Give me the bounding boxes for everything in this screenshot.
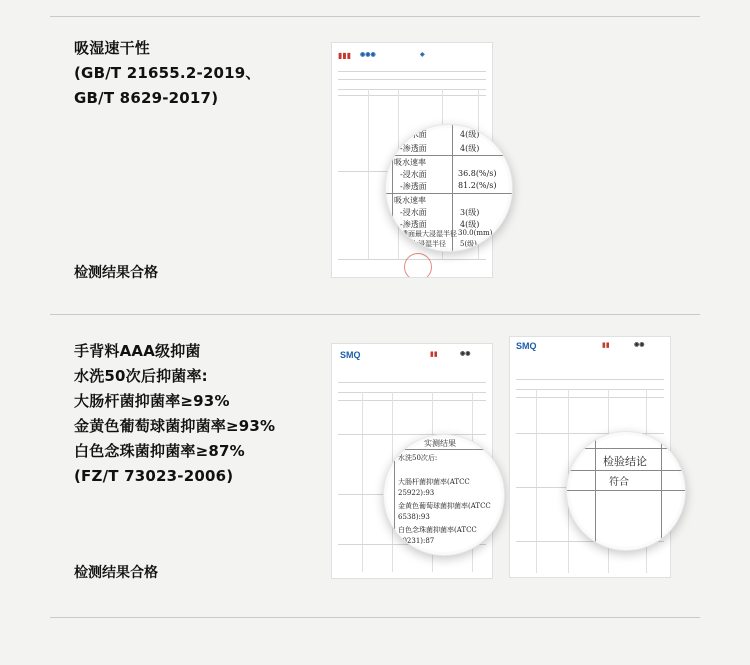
cnas-logo-a: ◉◉ xyxy=(460,351,471,357)
section1-heading-line-2: (GB/T 21655.2-2019、 xyxy=(74,64,261,82)
section1-result: 检测结果合格 xyxy=(74,265,158,281)
middle-divider xyxy=(50,314,700,315)
mag1-label-8: 渗透面最大浸湿半径 xyxy=(394,230,457,238)
mag2a-line-3: 金黄色葡萄球菌抑菌率(ATCC xyxy=(398,502,491,510)
section1-heading xyxy=(74,36,261,111)
smq-logo-b: SMQ xyxy=(516,341,537,351)
mag1-label-0: -浸水面 xyxy=(400,130,427,139)
section2-heading-line-2: 水洗50次后抑菌率: xyxy=(74,367,208,385)
mag1-label-7: -渗透面 xyxy=(400,220,427,229)
mag1-label-4: -渗透面 xyxy=(400,182,427,191)
cnas-logo: ◉◉◉ xyxy=(360,52,376,58)
section1-magnifier xyxy=(385,124,513,252)
mag1-label-2: 吸水速率 xyxy=(394,158,426,167)
section2-heading-line-1: 手背料AAA级抑菌 xyxy=(74,342,201,360)
section2-heading-line-4: 金黄色葡萄球菌抑菌率≥93% xyxy=(74,417,276,435)
mag2a-line-5: 白色念珠菌抑菌率(ATCC xyxy=(398,526,477,534)
mag2a-line-4: 6538):93 xyxy=(398,513,430,521)
mag1-label-3: -浸水面 xyxy=(400,170,427,179)
mag1-value-6: 3(级) xyxy=(460,208,480,217)
mag2a-line-1: 大肠杆菌抑菌率(ATCC xyxy=(398,478,470,486)
section2-heading-line-3: 大肠杆菌抑菌率≥93% xyxy=(74,392,230,410)
section1-heading-line-3: GB/T 8629-2017) xyxy=(74,89,219,107)
section2-heading-line-6: (FZ/T 73023-2006) xyxy=(74,467,234,485)
mag1-value-1: 4(级) xyxy=(460,144,480,153)
cma-logo-b: ▮▮ xyxy=(602,341,610,349)
section1-heading-line-1: 吸湿速干性 xyxy=(74,39,151,57)
mag2a-line-6: 10231):87 xyxy=(398,537,435,545)
mag1-label-6: -浸水面 xyxy=(400,208,427,217)
mag1-label-5: 吸水速率 xyxy=(394,196,426,205)
mag1-value-8: 30.0(mm) xyxy=(458,229,493,237)
mag2b-header: 检验结论 xyxy=(603,455,647,468)
mag1-value-4: 81.2(%/s) xyxy=(458,181,497,190)
mag1-label-9: 最大浸湿半径 xyxy=(404,240,446,248)
seal-stamp xyxy=(404,253,432,278)
ilac-logo: ▮▮▮ xyxy=(338,51,352,60)
mag2a-line-0: 水洗50次后: xyxy=(398,454,438,462)
cma-logo: ▮▮ xyxy=(430,350,438,358)
section2-magnifier-a xyxy=(383,434,505,556)
section2-result: 检测结果合格 xyxy=(74,565,158,581)
section2-heading xyxy=(74,339,275,489)
mag1-value-7: 4(级) xyxy=(460,220,480,229)
section2-heading-line-5: 白色念珠菌抑菌率≥87% xyxy=(74,442,245,460)
mag1-label-1: -渗透面 xyxy=(400,144,427,153)
smq-logo: SMQ xyxy=(340,350,361,360)
mag2b-value: 符合 xyxy=(609,477,629,488)
top-divider xyxy=(50,16,700,17)
mag1-value-9: 5(级) xyxy=(460,240,477,248)
mag2a-header: 实测结果 xyxy=(424,439,456,448)
mag1-value-3: 36.8(%/s) xyxy=(458,169,497,178)
section2-magnifier-b xyxy=(566,431,686,551)
lab-logo: ◈ xyxy=(420,52,425,58)
cnas-logo-b: ◉◉ xyxy=(634,342,645,348)
mag1-value-0: 4(级) xyxy=(460,130,480,139)
bottom-divider xyxy=(50,617,700,618)
mag2a-line-2: 25922):93 xyxy=(398,489,435,497)
